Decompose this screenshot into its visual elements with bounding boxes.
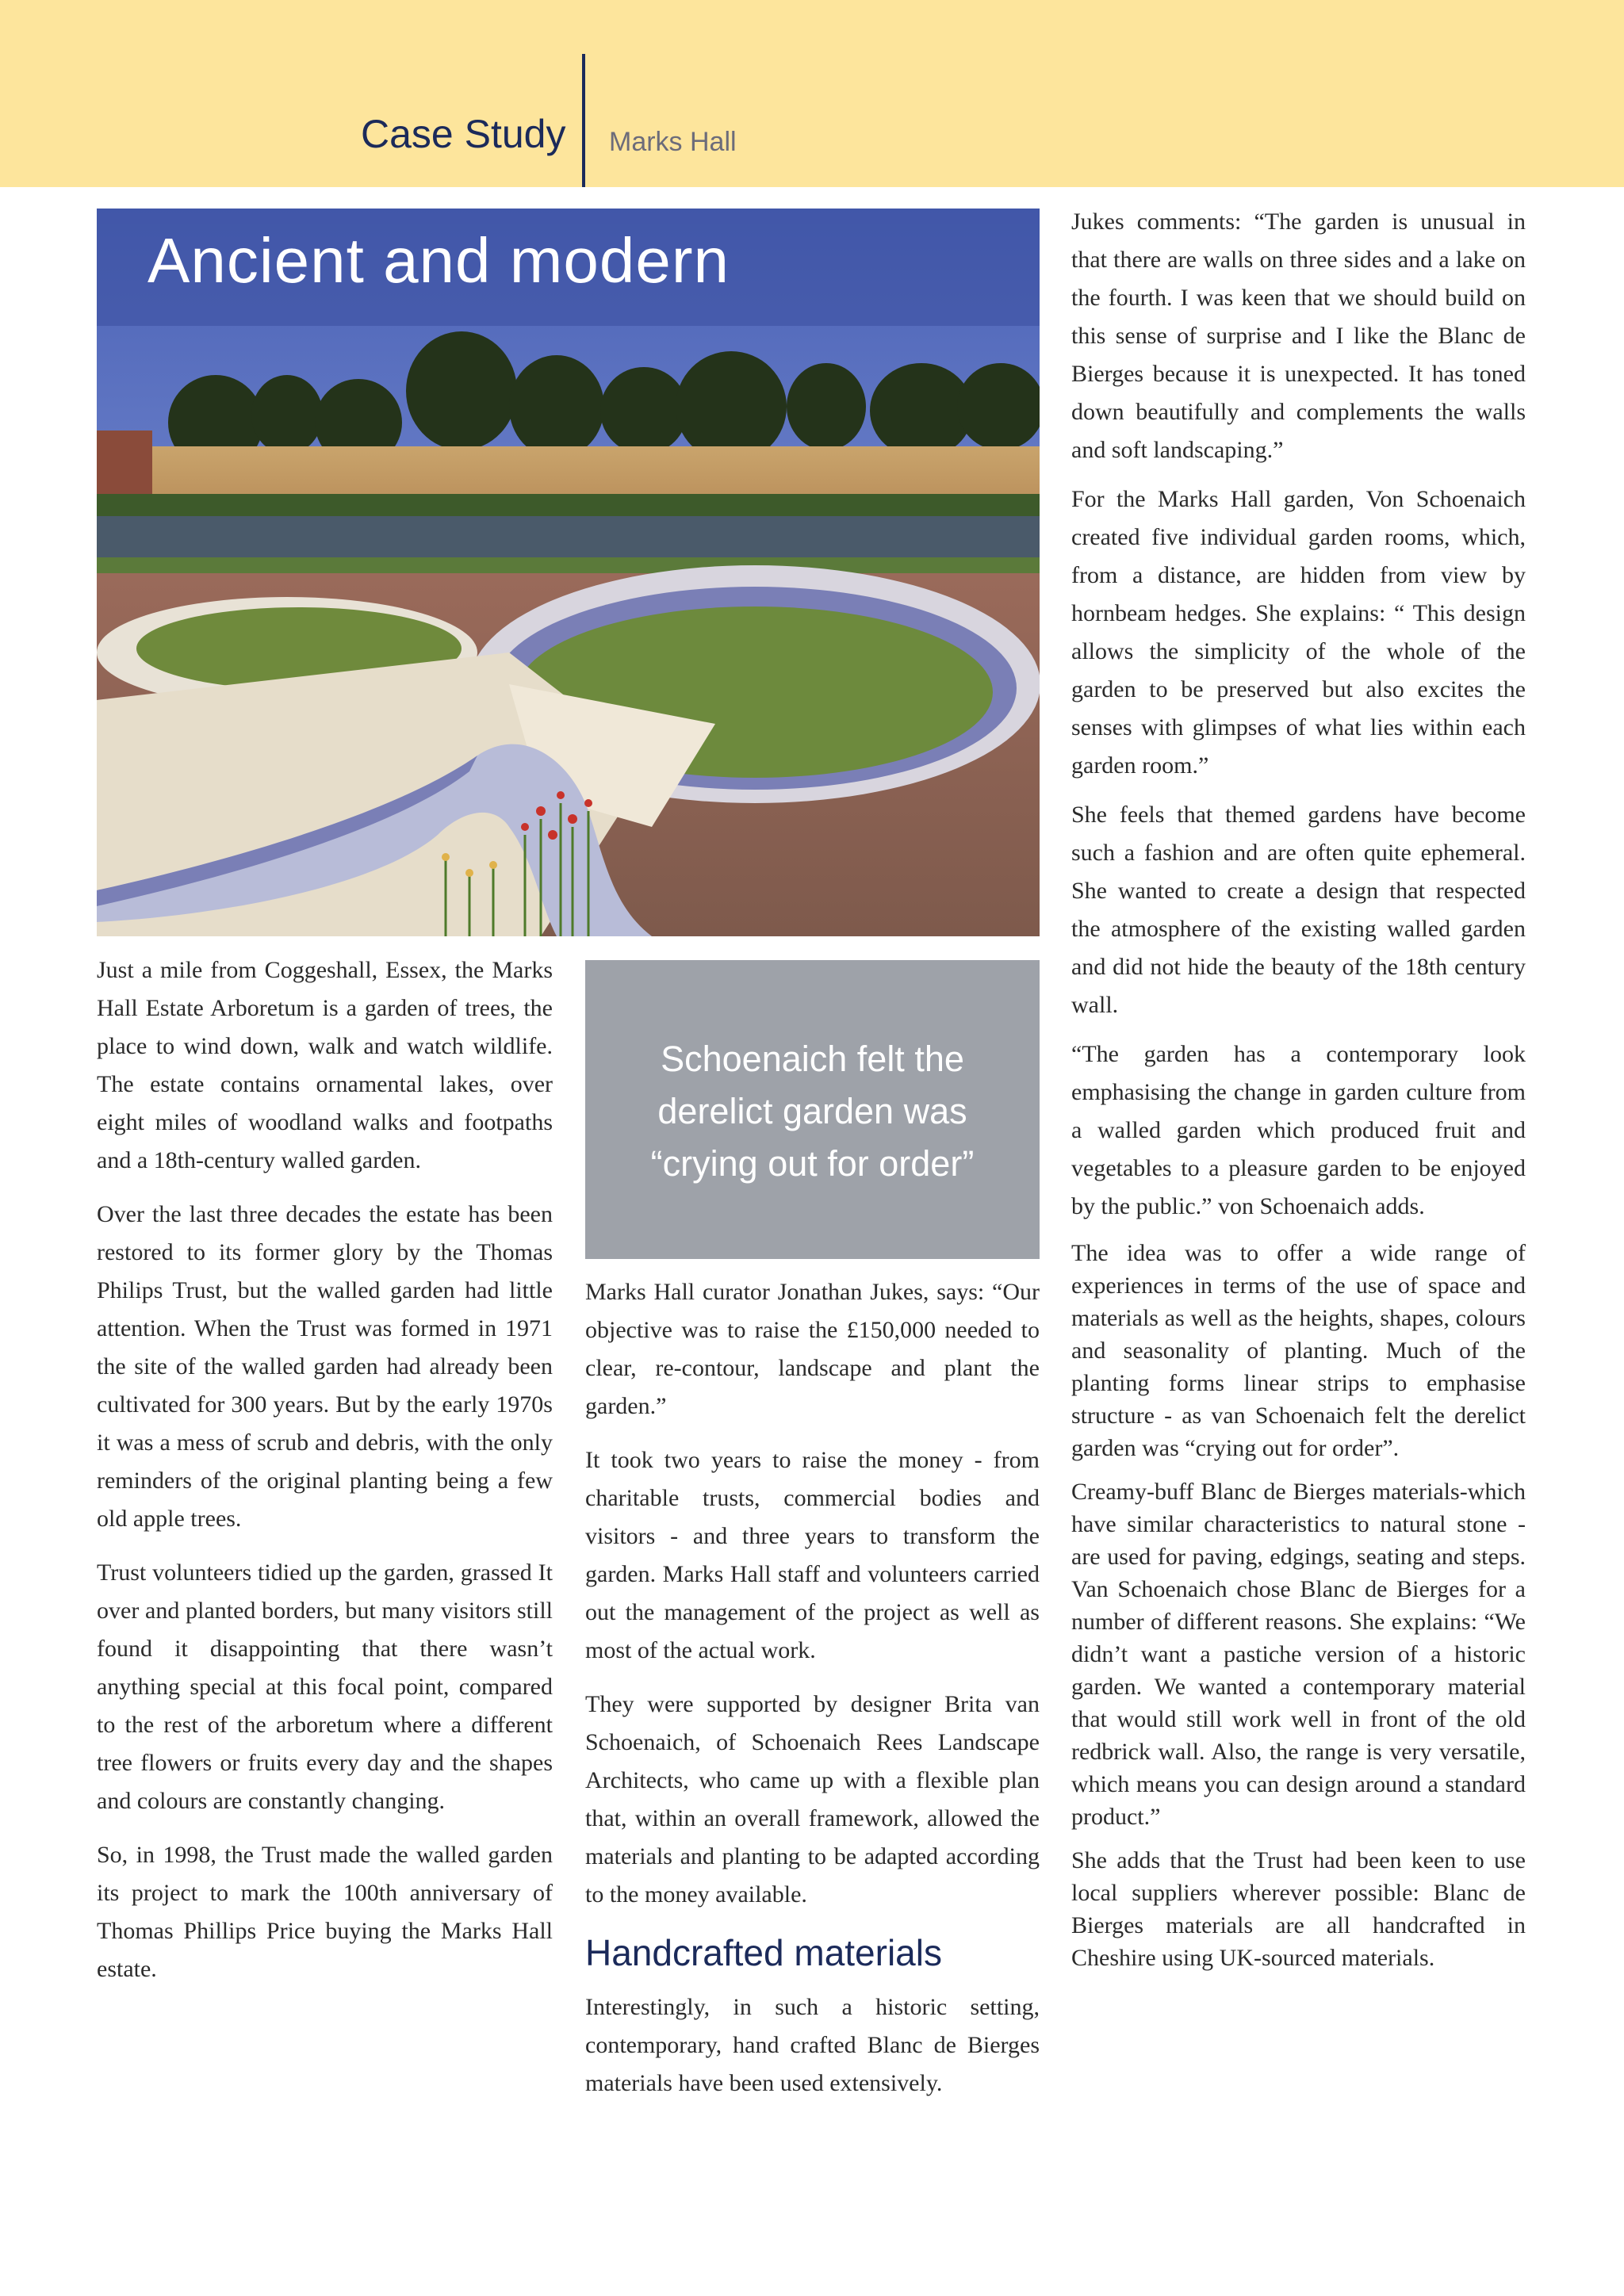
paragraph: Jukes comments: “The garden is unusual in that there are walls on three sides and a lake on the fourth. I was keen that we should build on this sense of surprise and I like the Blanc de Bierges because it is unexpected. It has toned down beautifully and complements the walls and soft landscaping.” [1071,209,1526,463]
paragraph: “The garden has a contemporary look emphasising the change in garden culture from a walled garden which produced fruit and vegetables to a pleasure garden to be enjoyed by the public.” von Schoenaich adds. [1071,1041,1526,1219]
pull-quote-line: derelict garden was [657,1091,967,1131]
paragraph: Interestingly, in such a historic setting, contemporary, hand crafted Blanc de Bierges materials have been used extensively. [585,1994,1040,2096]
paragraph: Over the last three decades the estate has been restored to its former glory by the Thomas Philips Trust, but the walled garden had little attention. When the Trust was formed in 1971 the site of the walled garden had already been cultivated for 300 years. But by the early 1970s it was a mess of scrub and debris, with the only reminders of the original planting being a few old apple trees. [97,1201,553,1532]
header-band [0,0,1624,187]
pull-quote-box [585,960,1040,1259]
paragraph: Marks Hall curator Jonathan Jukes, says: “Our objective was to raise the £150,000 needed to clear, re-contour, landscape and plant the garden.” [585,1279,1040,1419]
paragraph: For the Marks Hall garden, Von Schoenaich created five individual garden rooms, which, from a distance, are hidden from view by hornbeam hedges. She explains: “ This design allows the simplicity of the whole of the garden to be preserved but also excites the senses with glimpses of what lies within each garden room.” [1071,486,1526,779]
paragraph: So, in 1998, the Trust made the walled garden its project to mark the 100th anniversary of Thomas Phillips Price buying the Marks Hall estate. [97,1842,553,1982]
subheading: Handcrafted materials [585,1932,942,1973]
text-column-1 [97,951,553,2004]
hero-title: Ancient and modern [147,225,730,296]
paragraph: The idea was to offer a wide range of experiences in terms of the use of space and materials as well as the heights, shapes, colours and seasonality of planting. Much of the planting forms linear strips to emphasise structure - as van Schoenaich felt the derelict garden was “crying out for order”. [1071,1240,1526,1461]
pull-quote-line: Schoenaich felt the [661,1039,964,1079]
paragraph: It took two years to raise the money - from charitable trusts, commercial bodies and visitors - and three years to transform the garden. Marks Hall staff and volunteers carried out the management of the project as well as most of the actual work. [585,1447,1040,1663]
section-title: Case Study [361,112,566,156]
paragraph: Just a mile from Coggeshall, Essex, the Marks Hall Estate Arboretum is a garden of trees, the place to wind down, walk and watch wildlife. The estate contains ornamental lakes, over eight miles of woodland walks and footpaths and a 18th-century walled garden. [97,957,553,1173]
paragraph: Trust volunteers tidied up the garden, grassed It over and planted borders, but many visitors still found it disappointing that there wasn’t anything special at this focal point, compared to the rest of the arboretum where a different tree flowers or fruits every day and the shapes and colours are constantly changing. [97,1559,553,1814]
pull-quote-line: “crying out for order” [650,1143,975,1184]
header-divider [582,54,585,187]
paragraph: They were supported by designer Brita van Schoenaich, of Schoenaich Rees Landscape Architects, who came up with a flexible plan that, within an overall framework, allowed the materials and planting to be adapted according to the money available. [585,1691,1040,1908]
pull-quote-text [601,1033,1024,1190]
paragraph: She feels that themed gardens have become such a fashion and are often quite ephemeral. She wanted to create a design that respected the atmosphere of the existing walled garden and did not hide the beauty of the 18th century wall. [1071,802,1526,1018]
paragraph: Creamy-buff Blanc de Bierges materials-which have similar characteristics to natural stone - are used for paving, edgings, seating and steps. Van Schoenaich chose Blanc de Bierges for a number of different reasons. She explains: “We didn’t want a pastiche version of a historic garden. We wanted a contemporary material that would still work well in front of the old redbrick wall. Also, the range is very versatile, which means you can design around a standard product.” [1071,1479,1526,1830]
text-column-3 [1071,203,1526,1985]
garden-photo [97,209,1040,936]
section-subtitle: Marks Hall [609,127,737,157]
text-column-2 [585,1273,1040,2118]
paragraph: She adds that the Trust had been keen to use local suppliers wherever possible: Blanc de Bierges materials are all handcrafted in Cheshire using UK-sourced materials. [1071,1847,1526,1971]
